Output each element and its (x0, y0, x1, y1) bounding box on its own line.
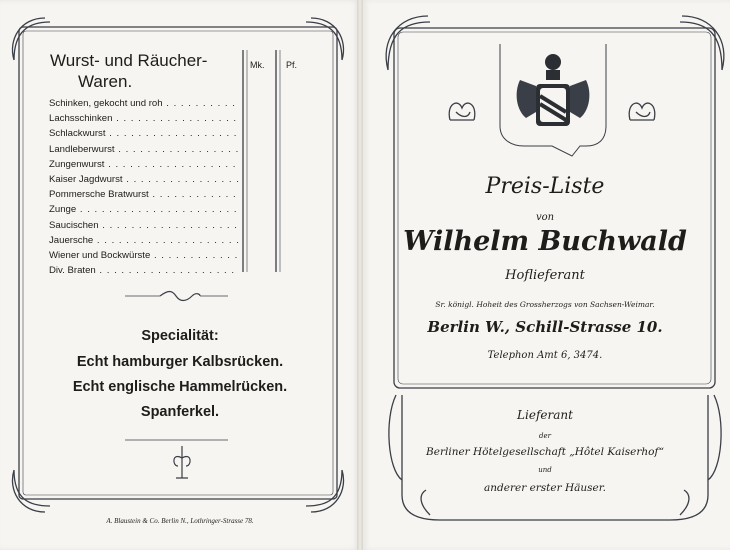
list-item: Pommersche Bratwurst . . . (49, 187, 239, 202)
column-header-pf: Pf. (286, 60, 298, 70)
list-item: Schlackwurst . . . (49, 126, 239, 141)
telephone: Telephon Amt 6, 3474. (487, 350, 603, 361)
list-item: Zunge . . . (49, 202, 239, 217)
specialty-item: Echt englische Hammelrücken. (72, 379, 288, 395)
list-item: Div. Braten . . . (49, 263, 239, 278)
specialty-item: Spanferkel. (140, 404, 220, 420)
printer-imprint: A. Blaustein & Co. Berlin N., Lothringer-Strasse 78. (106, 517, 254, 525)
von-text: von (535, 212, 555, 223)
heading-line-2: Waren. (78, 72, 133, 91)
supplier-label: Lieferant (517, 408, 573, 422)
heading-line-1: Wurst- und Räucher- (50, 51, 208, 70)
address: Berlin W., Schill-Strasse 10. (427, 318, 663, 336)
coat-of-arms-icon (517, 54, 590, 126)
section-heading (50, 50, 250, 92)
list-item: Jauersche . . . (49, 233, 239, 248)
column-header-mk: Mk. (250, 60, 265, 70)
page-title: Preis-Liste (485, 174, 605, 199)
list-item: Kaiser Jagdwurst . . . (49, 172, 239, 187)
hotel-line: Berliner Hötelgesellschaft „Hôtel Kaiserhof“ (426, 446, 664, 458)
und-text: und (538, 466, 552, 474)
specialties-title: Specialität: (141, 328, 219, 344)
specialty-item: Echt hamburger Kalbsrücken. (76, 354, 284, 370)
price-list (49, 96, 239, 278)
merchant-role: Hoflieferant (505, 268, 585, 283)
list-item: Wiener und Bockwürste . . . (49, 248, 239, 263)
other-houses: anderer erster Häuser. (484, 482, 606, 494)
list-item: Saucischen . . . (49, 218, 239, 233)
merchant-name: Wilhelm Buchwald (403, 226, 687, 257)
list-item: Landleberwurst . . . (49, 142, 239, 157)
der-text: der (539, 432, 551, 440)
list-item: Lachsschinken . . . (49, 111, 239, 126)
list-item: Zungenwurst . . . (49, 157, 239, 172)
patron-text: Sr. königl. Hoheit des Grossherzogs von Sachsen-Weimar. (435, 300, 655, 309)
list-item: Schinken, gekocht und roh . . . (49, 96, 239, 111)
